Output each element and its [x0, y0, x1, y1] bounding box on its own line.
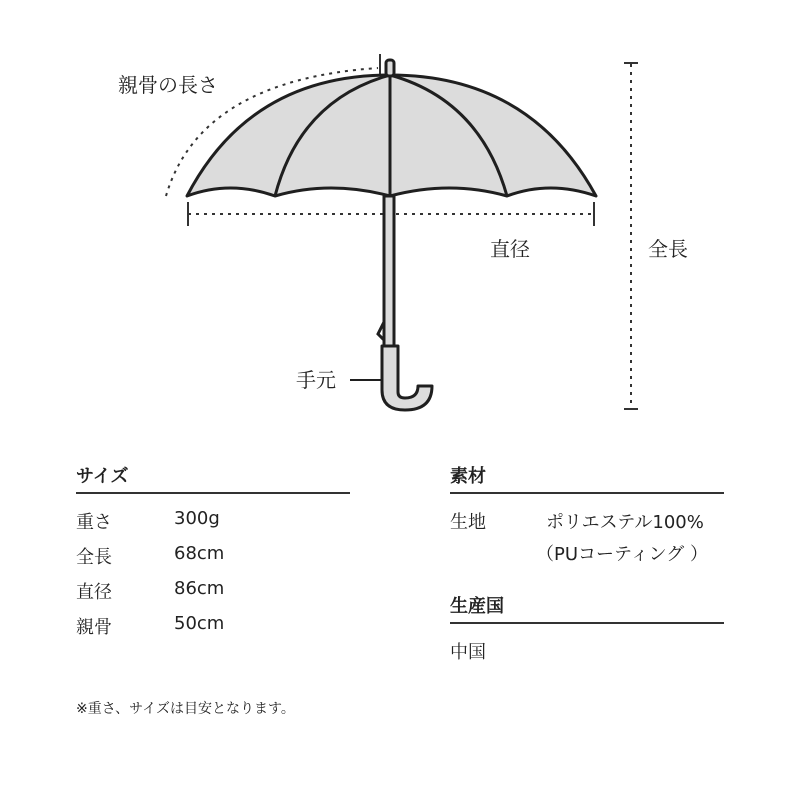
material-row-value: ポリエステル100% — [546, 512, 704, 533]
origin-value: 中国 — [450, 642, 486, 663]
size-section-title: サイズ — [76, 466, 129, 487]
origin-section-title: 生産国 — [450, 596, 504, 617]
umbrella-handle — [382, 346, 432, 410]
diameter-label: 直径 — [490, 237, 530, 261]
total-length-label: 全長 — [648, 237, 688, 261]
umbrella-shaft — [384, 196, 394, 346]
size-row-value: 300g — [174, 508, 220, 529]
size-row-label: 直径 — [76, 582, 112, 603]
material-row-label: 生地 — [450, 512, 486, 533]
material-section-divider — [450, 492, 724, 494]
size-row-label: 親骨 — [76, 617, 112, 638]
size-row-label: 全長 — [76, 547, 112, 568]
material-row-value-line2: （PUコーティング ） — [536, 544, 708, 565]
size-row-value: 86cm — [174, 578, 225, 599]
material-section-title: 素材 — [450, 466, 486, 487]
rib-length-label: 親骨の長さ — [118, 73, 218, 97]
umbrella-tip — [386, 60, 394, 76]
footnote: ※重さ、サイズは目安となります。 — [76, 701, 295, 717]
size-row-value: 68cm — [174, 543, 225, 564]
size-row-label: 重さ — [76, 512, 112, 533]
handle-label: 手元 — [296, 368, 336, 392]
size-row-value: 50cm — [174, 613, 225, 634]
size-section-divider — [76, 492, 350, 494]
origin-section-divider — [450, 622, 724, 624]
